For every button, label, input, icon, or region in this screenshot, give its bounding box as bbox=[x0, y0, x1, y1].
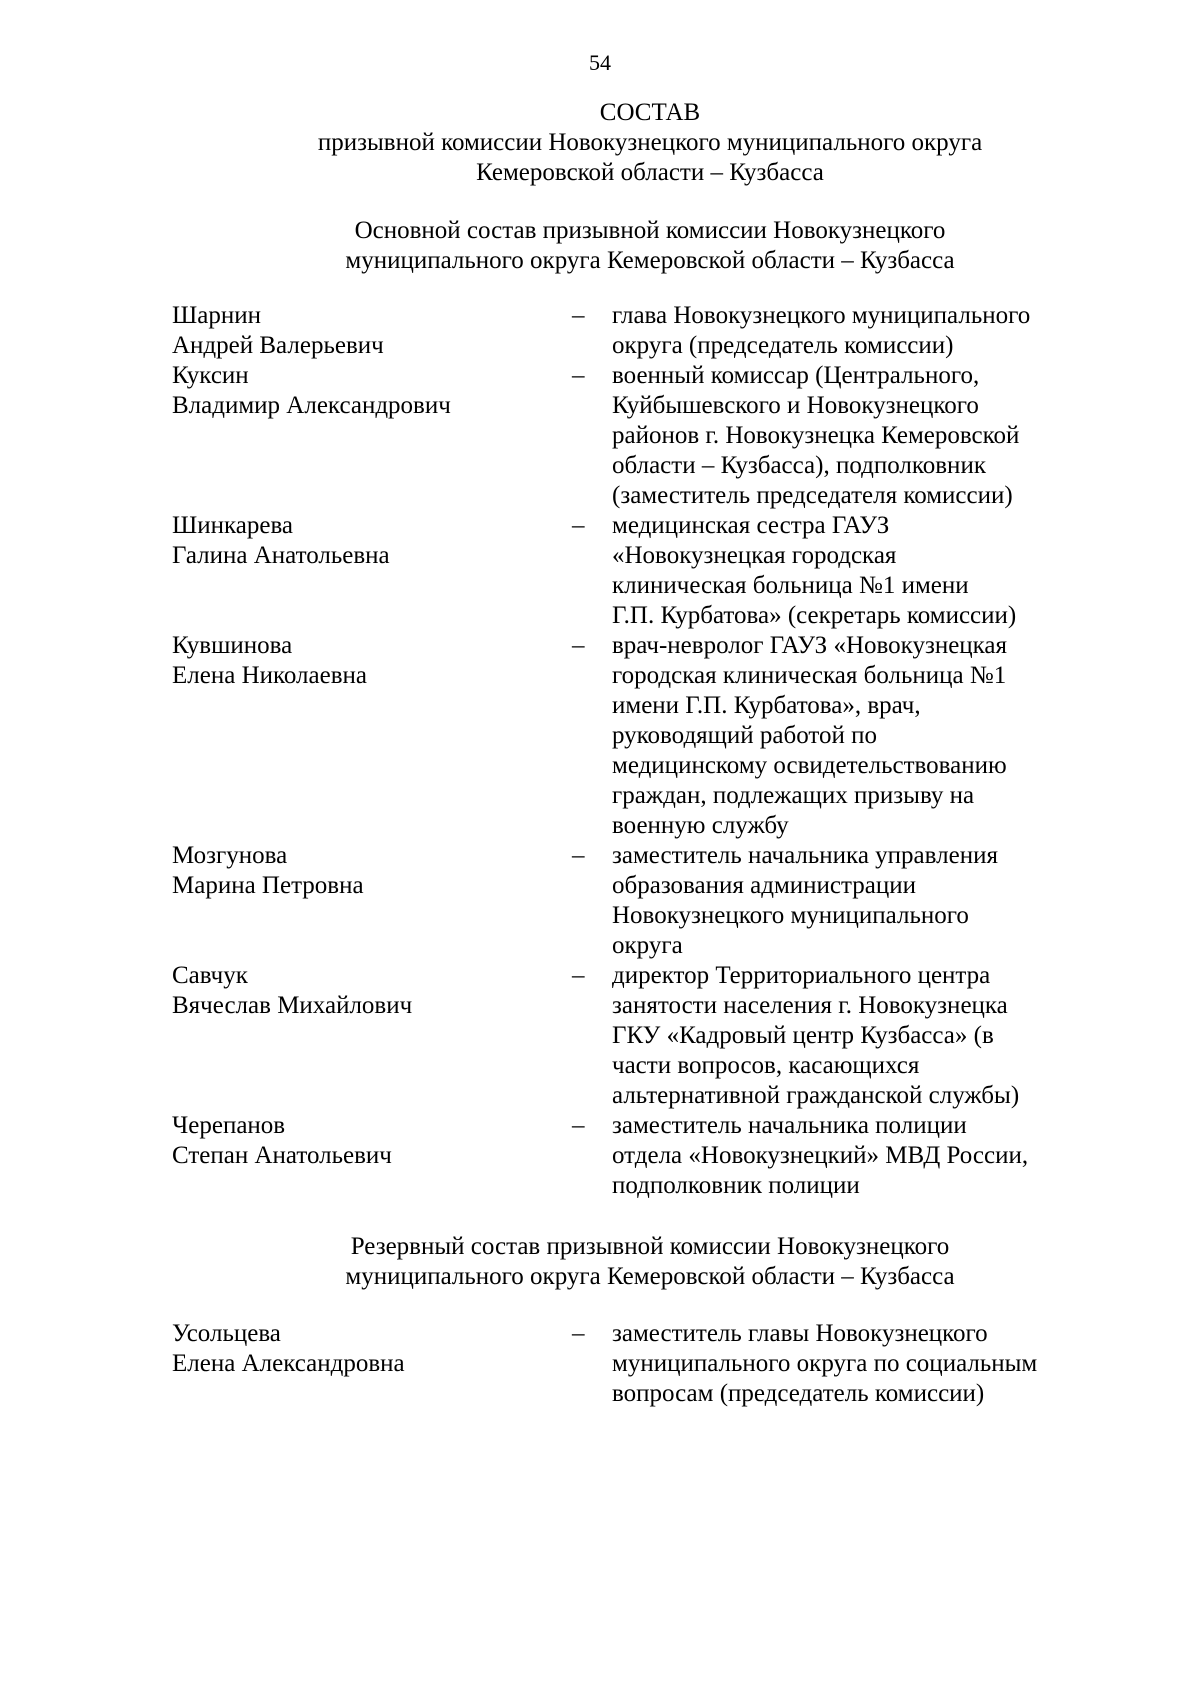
role-line: заместитель главы Новокузнецкого bbox=[612, 1320, 988, 1347]
member-surname: Савчук bbox=[172, 962, 248, 989]
role-line: муниципального округа по социальным bbox=[612, 1350, 1038, 1377]
main-members-list bbox=[172, 301, 1122, 1201]
role-line: области – Кузбасса), подполковник bbox=[612, 452, 986, 479]
role-line: городская клиническая больница №1 bbox=[612, 662, 1007, 689]
role-line: округа bbox=[612, 932, 683, 959]
member-role bbox=[612, 511, 1122, 631]
document-subtitle-line-1: призывной комиссии Новокузнецкого муниципального округа bbox=[317, 129, 983, 156]
member-given-names: Степан Анатольевич bbox=[172, 1142, 392, 1169]
member-role bbox=[612, 961, 1122, 1111]
member-surname: Куксин bbox=[172, 362, 249, 389]
member-given-names: Марина Петровна bbox=[172, 872, 364, 899]
member-surname: Мозгунова bbox=[172, 842, 288, 869]
reserve-section-title-line-1: Резервный состав призывной комиссии Новокузнецкого bbox=[350, 1233, 950, 1260]
member-name bbox=[172, 511, 572, 571]
member-entry bbox=[172, 841, 1122, 961]
member-entry bbox=[172, 1111, 1122, 1201]
member-role bbox=[612, 361, 1122, 511]
member-role bbox=[612, 301, 1122, 361]
member-role bbox=[612, 1111, 1122, 1201]
role-line: «Новокузнецкая городская bbox=[612, 542, 897, 569]
dash-separator: – bbox=[572, 1320, 585, 1347]
role-line: медицинскому освидетельствованию bbox=[612, 752, 1007, 779]
member-entry bbox=[172, 361, 1122, 511]
member-surname: Шарнин bbox=[172, 302, 261, 329]
role-line: ГКУ «Кадровый центр Кузбасса» (в bbox=[612, 1022, 994, 1049]
member-given-names: Андрей Валерьевич bbox=[172, 332, 384, 359]
reserve-section-title-line-2: муниципального округа Кемеровской области – Кузбасса bbox=[345, 1263, 955, 1290]
member-name bbox=[172, 1319, 572, 1379]
dash-separator: – bbox=[572, 302, 585, 329]
main-section-title-line-1: Основной состав призывной комиссии Новокузнецкого bbox=[354, 217, 946, 244]
member-name bbox=[172, 961, 572, 1021]
role-line: округа (председатель комиссии) bbox=[612, 332, 954, 359]
member-surname: Кувшинова bbox=[172, 632, 293, 659]
member-surname: Шинкарева bbox=[172, 512, 294, 539]
dash-separator: – bbox=[572, 842, 585, 869]
member-surname: Усольцева bbox=[172, 1320, 281, 1347]
dash-separator: – bbox=[572, 962, 585, 989]
role-line: альтернативной гражданской службы) bbox=[612, 1082, 1020, 1109]
member-given-names: Владимир Александрович bbox=[172, 392, 451, 419]
member-name bbox=[172, 631, 572, 691]
dash-separator: – bbox=[572, 632, 585, 659]
reserve-members-list bbox=[172, 1319, 1122, 1409]
member-role bbox=[612, 631, 1122, 841]
reserve-section-title bbox=[190, 1232, 1110, 1292]
role-line: заместитель начальника полиции bbox=[612, 1112, 967, 1139]
main-section-title bbox=[190, 216, 1110, 276]
dash-separator: – bbox=[572, 362, 585, 389]
dash-separator: – bbox=[572, 512, 585, 539]
document-title: СОСТАВ bbox=[599, 99, 701, 126]
role-line: образования администрации bbox=[612, 872, 916, 899]
document-subtitle-line-2: Кемеровской области – Кузбасса bbox=[476, 159, 824, 186]
member-entry bbox=[172, 961, 1122, 1111]
page-number: 54 bbox=[589, 50, 611, 75]
member-given-names: Галина Анатольевна bbox=[172, 542, 390, 569]
role-line: клиническая больница №1 имени bbox=[612, 572, 969, 599]
role-line: (заместитель председателя комиссии) bbox=[612, 482, 1013, 509]
member-surname: Черепанов bbox=[172, 1112, 286, 1139]
member-given-names: Елена Александровна bbox=[172, 1350, 405, 1377]
role-line: Новокузнецкого муниципального bbox=[612, 902, 969, 929]
member-entry bbox=[172, 511, 1122, 631]
member-name bbox=[172, 361, 572, 421]
role-line: директор Территориального центра bbox=[612, 962, 991, 989]
role-line: граждан, подлежащих призыву на bbox=[612, 782, 975, 809]
role-line: районов г. Новокузнецка Кемеровской bbox=[612, 422, 1020, 449]
member-entry bbox=[172, 301, 1122, 361]
role-line: Куйбышевского и Новокузнецкого bbox=[612, 392, 979, 419]
role-line: занятости населения г. Новокузнецка bbox=[612, 992, 1008, 1019]
member-name bbox=[172, 1111, 572, 1171]
role-line: отдела «Новокузнецкий» МВД России, bbox=[612, 1142, 1029, 1169]
document-header bbox=[190, 98, 1110, 188]
dash-separator: – bbox=[572, 1112, 585, 1139]
member-entry bbox=[172, 631, 1122, 841]
role-line: врач-невролог ГАУЗ «Новокузнецкая bbox=[612, 632, 1008, 659]
main-section-title-line-2: муниципального округа Кемеровской области – Кузбасса bbox=[345, 247, 955, 274]
role-line: руководящий работой по bbox=[612, 722, 878, 749]
role-line: подполковник полиции bbox=[612, 1172, 860, 1199]
role-line: Г.П. Курбатова» (секретарь комиссии) bbox=[612, 602, 1017, 629]
role-line: вопросам (председатель комиссии) bbox=[612, 1380, 985, 1407]
role-line: военную службу bbox=[612, 812, 789, 839]
member-name bbox=[172, 841, 572, 901]
member-role bbox=[612, 1319, 1122, 1409]
member-given-names: Вячеслав Михайлович bbox=[172, 992, 413, 1019]
role-line: медицинская сестра ГАУЗ bbox=[612, 512, 890, 539]
role-line: имени Г.П. Курбатова», врач, bbox=[612, 692, 921, 719]
member-name bbox=[172, 301, 572, 361]
role-line: глава Новокузнецкого муниципального bbox=[612, 302, 1031, 329]
member-entry bbox=[172, 1319, 1122, 1409]
member-role bbox=[612, 841, 1122, 961]
role-line: военный комиссар (Центрального, bbox=[612, 362, 980, 389]
role-line: заместитель начальника управления bbox=[612, 842, 998, 869]
member-given-names: Елена Николаевна bbox=[172, 662, 367, 689]
role-line: части вопросов, касающихся bbox=[612, 1052, 920, 1079]
